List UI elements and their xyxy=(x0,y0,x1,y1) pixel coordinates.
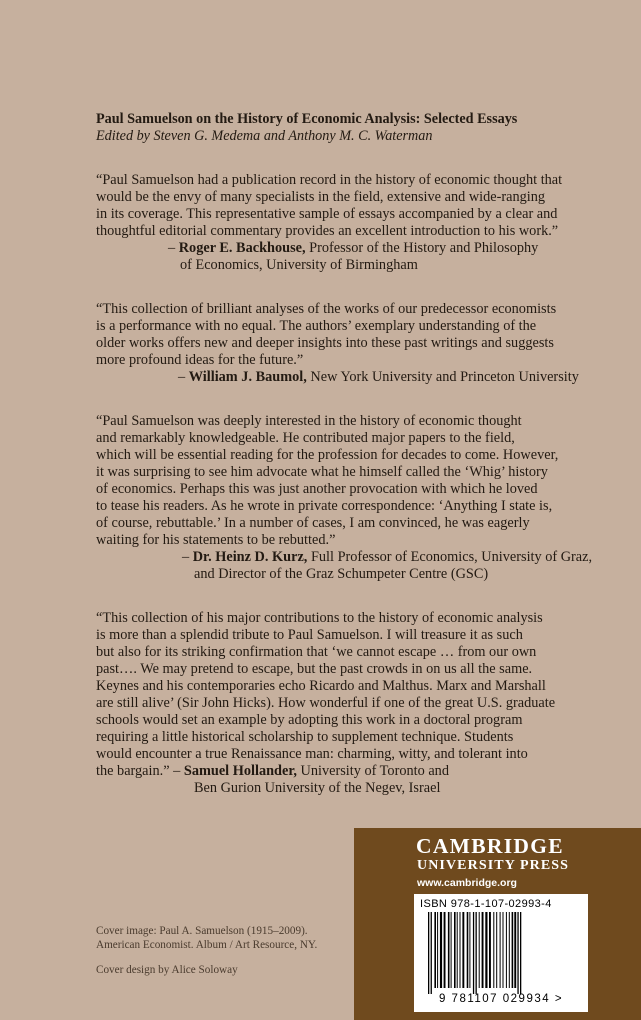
barcode-bar xyxy=(503,912,504,988)
publisher-name: CAMBRIDGE xyxy=(416,834,564,858)
endorsement-line: requiring a little historical scholarship to supplement technique. Students xyxy=(96,729,514,745)
endorsement-line: of economics. Perhaps this was just another provocation with which he loved xyxy=(96,481,538,497)
endorsement-hollander xyxy=(96,610,616,797)
attribution-dash: – xyxy=(169,763,184,779)
endorsement-line: is more than a splendid tribute to Paul Samuelson. I will treasure it as such xyxy=(96,627,523,643)
endorser-name: Samuel Hollander, xyxy=(183,763,297,779)
cover-text-block xyxy=(96,111,616,797)
barcode-bar xyxy=(469,912,470,988)
endorser-affiliation: University of Toronto and xyxy=(296,763,449,779)
barcode-bar xyxy=(476,912,477,994)
endorsement-attribution xyxy=(96,549,616,583)
endorsement-line: waiting for his statements to be rebutted.” xyxy=(96,532,336,548)
barcode-bar xyxy=(512,912,514,988)
publisher-panel xyxy=(354,828,641,1020)
book-editors: Edited by Steven G. Medema and Anthony M. C. Waterman xyxy=(96,128,433,144)
barcode-bar xyxy=(428,912,429,994)
endorsement-line: it was surprising to see him advocate what he himself called the ‘Whig’ history xyxy=(96,464,548,480)
barcode-bar xyxy=(485,912,487,988)
cover-image-credit: Cover image: Paul A. Samuelson (1915–2009). xyxy=(96,925,308,937)
endorsement-line: “Paul Samuelson was deeply interested in the history of economic thought xyxy=(96,413,522,429)
barcode-bar xyxy=(482,912,484,988)
endorsement-line: to tease his readers. As he wrote in private correspondence: ‘Anything I state is, xyxy=(96,498,553,514)
barcode-bar xyxy=(479,912,480,988)
barcode-bar xyxy=(437,912,438,988)
barcode-bar xyxy=(514,912,516,988)
endorsement-line: “This collection of his major contributions to the history of economic analysis xyxy=(96,610,543,626)
endorsement-line: would encounter a true Renaissance man: charming, witty, and tolerant into xyxy=(96,746,528,762)
attribution-dash: – xyxy=(182,549,193,565)
book-title: Paul Samuelson on the History of Economic Analysis: Selected Essays xyxy=(96,111,518,127)
endorsement-line: and remarkably knowledgeable. He contributed major papers to the field, xyxy=(96,430,515,446)
endorsement-line: in its coverage. This representative sample of essays accompanied by a clear and xyxy=(96,206,558,222)
endorsement-backhouse xyxy=(96,172,616,274)
barcode-bar xyxy=(473,912,474,994)
endorsement-kurz xyxy=(96,413,616,583)
barcode-bar xyxy=(509,912,510,988)
endorser-affiliation: Full Professor of Economics, University of Graz, xyxy=(307,549,593,565)
cover-image-source: American Economist. Album / Art Resource, NY. xyxy=(96,939,318,951)
endorser-name: Roger E. Backhouse, xyxy=(178,240,306,256)
barcode-bar xyxy=(451,912,452,988)
barcode-bar xyxy=(496,912,497,988)
barcode-bar xyxy=(440,912,442,988)
endorsement-line: thoughtful editorial commentary provides an excellent introduction to his work.” xyxy=(96,223,559,239)
barcode-bar xyxy=(431,912,432,994)
isbn-label: ISBN 978-1-107-02993-4 xyxy=(420,898,552,910)
endorser-affiliation: New York University and Princeton University xyxy=(306,369,579,385)
barcode-bar xyxy=(520,912,521,994)
endorsement-line: past…. We may pretend to escape, but the past crowds in on us all the same. xyxy=(96,661,533,677)
endorser-affiliation-line2: and Director of the Graz Schumpeter Centre (GSC) xyxy=(194,566,489,582)
endorsement-line: “This collection of brilliant analyses of the works of our predecessor economists xyxy=(96,301,557,317)
endorser-affiliation-line2: Ben Gurion University of the Negev, Israel xyxy=(194,780,441,796)
barcode-bar xyxy=(517,912,518,994)
endorsement-line: Keynes and his contemporaries echo Ricardo and Malthus. Marx and Marshall xyxy=(96,678,546,694)
endorsement-line: but also for its striking confirmation that ‘we cannot escape … from our own xyxy=(96,644,537,660)
barcode-bar xyxy=(506,912,507,988)
endorser-affiliation: Professor of the History and Philosophy xyxy=(305,240,539,256)
endorsement-line: of course, rebuttable.’ In a number of cases, I am convinced, he was eagerly xyxy=(96,515,530,531)
publisher-subtitle: UNIVERSITY PRESS xyxy=(417,858,570,873)
attribution-dash: – xyxy=(178,369,189,385)
endorser-name: Dr. Heinz D. Kurz, xyxy=(192,549,308,565)
endorsement-attribution xyxy=(96,240,616,274)
barcode-bar xyxy=(434,912,436,988)
barcode-bar xyxy=(454,912,456,988)
endorsement-line: are still alive’ (Sir John Hicks). How wonderful if one of the great U.S. graduate xyxy=(96,695,556,711)
barcode-bar xyxy=(462,912,464,988)
attribution-dash: – xyxy=(168,240,179,256)
barcode-bars xyxy=(420,912,582,994)
endorsement-baumol xyxy=(96,301,616,386)
barcode-bar xyxy=(500,912,501,988)
endorsement-last-line: the bargain.” xyxy=(96,763,170,779)
cover-credits xyxy=(96,924,366,977)
endorsement-line: older works offers new and deeper insights into these past writings and suggests xyxy=(96,335,554,351)
endorsement-line: is a performance with no equal. The authors’ exemplary understanding of the xyxy=(96,318,537,334)
barcode-bar xyxy=(489,912,491,988)
endorsement-line: more profound ideas for the future.” xyxy=(96,352,304,368)
barcode-bar xyxy=(448,912,450,988)
barcode-bar xyxy=(467,912,469,988)
barcode-bar xyxy=(444,912,446,988)
barcode-bar xyxy=(493,912,494,988)
barcode-box xyxy=(414,894,588,1012)
barcode-bar xyxy=(460,912,461,988)
endorsement-attribution xyxy=(96,763,616,797)
barcode-number: 9 781107 029934 > xyxy=(438,993,564,1005)
endorsement-line: which will be essential reading for the profession for decades to come. However, xyxy=(96,447,559,463)
cover-design-credit: Cover design by Alice Soloway xyxy=(96,964,238,976)
barcode-bar xyxy=(457,912,458,988)
endorser-name: William J. Baumol, xyxy=(188,369,307,385)
endorser-affiliation-line2: of Economics, University of Birmingham xyxy=(180,257,418,273)
endorsement-line: “Paul Samuelson had a publication record in the history of economic thought that xyxy=(96,172,563,188)
endorsement-line: would be the envy of many specialists in the field, extensive and wide-ranging xyxy=(96,189,546,205)
publisher-website: www.cambridge.org xyxy=(417,877,517,889)
endorsement-line: schools would set an example by adopting this work in a doctoral program xyxy=(96,712,523,728)
endorsement-attribution xyxy=(96,369,616,386)
